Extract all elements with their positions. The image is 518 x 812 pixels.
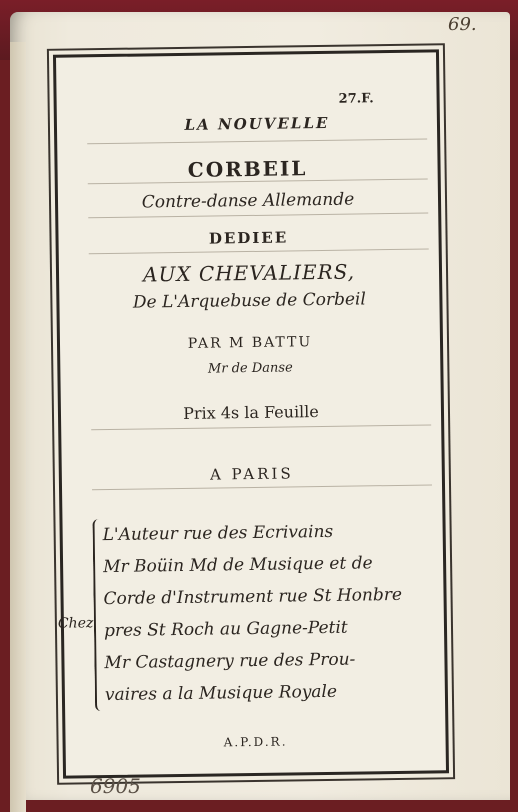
shelf-mark: 6905 (90, 774, 141, 798)
dedication: DEDIEE (208, 228, 289, 248)
address-brace (92, 519, 107, 711)
plate-number: 27.F. (338, 91, 374, 107)
dedicatee-detail: De L'Arquebuse de Corbeil (132, 289, 367, 313)
book-page (10, 12, 510, 800)
page-number: 69. (448, 14, 477, 35)
privilege-mark: A.P.D.R. (223, 734, 288, 750)
address-line: Corde d'Instrument rue St Honbre (103, 584, 403, 610)
address-line: pres St Roch au Gagne-Petit (103, 617, 348, 642)
chez-label: Chez (57, 615, 94, 632)
address-line: Mr Castagnery rue des Prou- (104, 649, 356, 674)
page-gutter (10, 42, 26, 812)
engraved-title-plate (53, 49, 449, 778)
author: PAR M BATTU (187, 334, 313, 352)
city: A PARIS (209, 464, 294, 484)
guide-rule (88, 213, 428, 219)
guide-rule (89, 249, 429, 255)
guide-rule (87, 139, 427, 145)
guide-rule (91, 424, 431, 430)
price: Prix 4s la Feuille (183, 402, 319, 423)
guide-rule (92, 484, 432, 490)
address-line: L'Auteur rue des Ecrivains (102, 521, 334, 546)
dedicatee: AUX CHEVALIERS, (142, 259, 356, 287)
title-line-1: LA NOUVELLE (184, 113, 330, 134)
author-role: Mr de Danse (207, 360, 293, 377)
title-line-2: CORBEIL (187, 156, 308, 182)
address-line: vaires a la Musique Royale (104, 681, 338, 706)
subtitle: Contre-danse Allemande (141, 189, 355, 213)
address-line: Mr Boüin Md de Musique et de (102, 553, 373, 578)
